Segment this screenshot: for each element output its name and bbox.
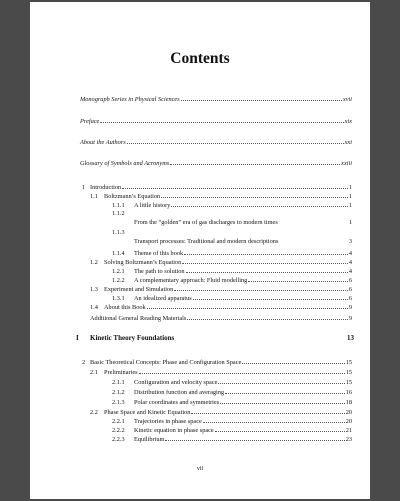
- dot-leader: [187, 312, 347, 320]
- toc-entry-number: 2.2.1: [112, 418, 125, 425]
- toc-entry-text: Introduction: [90, 184, 122, 191]
- page-title: Contents: [170, 50, 230, 67]
- dot-leader: [184, 247, 348, 255]
- toc-entry-text: Distribution function and averaging: [134, 389, 225, 396]
- toc-entry-text: Glossary of Symbols and Acronyms: [80, 160, 170, 167]
- toc-entry-text: Kinetic equation in phase space: [134, 427, 214, 434]
- toc-additional-reading[interactable]: [90, 312, 352, 323]
- toc-entry-page: 21: [345, 427, 352, 434]
- toc-entry-text: A little history: [134, 202, 171, 209]
- toc-entry-page: 15: [345, 359, 352, 366]
- toc-entry-page: 20: [345, 409, 352, 416]
- toc-entry-number: 1.1: [90, 193, 98, 200]
- toc-entry-text: The path to solution: [134, 268, 185, 275]
- toc-subsection-1-1-2[interactable]: [112, 210, 352, 227]
- dot-leader: [100, 115, 343, 123]
- toc-entry-page: 6: [348, 277, 352, 284]
- dot-leader: [191, 406, 344, 414]
- toc-entry-page: 6: [348, 295, 352, 302]
- dot-leader: [193, 292, 348, 300]
- toc-page: [30, 2, 370, 499]
- toc-entry-text: A complementary approach: Fluid modelling: [134, 277, 248, 284]
- toc-entry-text: Transport processes: Traditional and modern descriptions: [134, 238, 279, 245]
- dot-leader: [174, 283, 348, 291]
- dot-leader: [161, 190, 348, 198]
- toc-entry-page: 13: [347, 334, 354, 342]
- dot-leader: [175, 333, 346, 340]
- dot-leader: [186, 265, 348, 273]
- page-number-footer: vii: [196, 466, 204, 472]
- toc-entry-text: Solving Boltzmann’s Equation: [104, 259, 182, 266]
- toc-entry-number: 1.4: [90, 304, 98, 311]
- toc-entry-page: 20: [345, 418, 352, 425]
- toc-entry-number: 2.2: [90, 409, 98, 416]
- toc-entry-page: 3: [348, 238, 352, 245]
- toc-entry-number: 2.1: [90, 369, 98, 376]
- toc-entry-number: 1.1.3: [112, 229, 125, 236]
- toc-entry-text: Kinetic Theory Foundations: [90, 334, 175, 342]
- toc-entry-page: 9: [348, 315, 352, 322]
- toc-entry-text: Experiment and Simulation: [104, 286, 174, 293]
- toc-entry-page: 15: [345, 369, 352, 376]
- toc-entry-page: 6: [348, 286, 352, 293]
- toc-entry-number: 1.1.1: [112, 202, 125, 209]
- toc-entry-text: About this Book: [104, 304, 146, 311]
- dot-leader: [242, 356, 344, 364]
- dot-leader: [182, 256, 348, 264]
- dot-leader: [170, 157, 340, 165]
- toc-entry-page: 1: [348, 219, 352, 226]
- toc-entry-page: 18: [345, 399, 352, 406]
- dot-leader: [218, 376, 344, 384]
- toc-entry-number: 2.2.2: [112, 427, 125, 434]
- toc-entry-page: 23: [345, 436, 352, 443]
- toc-entry-page: 9: [348, 304, 352, 311]
- toc-entry-page: 4: [348, 268, 352, 275]
- toc-entry-text: Trajectories in phase space: [134, 418, 202, 425]
- toc-subsection-1-1-1[interactable]: [112, 199, 352, 210]
- toc-front-matter-glossary[interactable]: [80, 157, 352, 168]
- toc-entry-text: Monograph Series in Physical Sciences: [80, 96, 180, 103]
- dot-leader: [181, 93, 342, 101]
- toc-entry-number: 1.3: [90, 286, 98, 293]
- toc-entry-page: xix: [344, 118, 352, 125]
- toc-entry-number: 2: [82, 359, 86, 366]
- dot-leader: [220, 396, 345, 404]
- toc-front-matter-preface[interactable]: [80, 115, 352, 126]
- toc-entry-page: xxiii: [341, 160, 352, 167]
- toc-front-matter-authors[interactable]: [80, 136, 352, 147]
- dot-leader: [225, 386, 345, 394]
- dot-leader: [139, 366, 345, 374]
- dot-leader: [165, 433, 344, 441]
- toc-entry-page: 4: [348, 259, 352, 266]
- toc-entry-number: 1.3.1: [112, 295, 125, 302]
- toc-entry-page: xvii: [342, 96, 352, 103]
- toc-entry-text: Preface: [80, 118, 100, 125]
- toc-entry-page: 15: [345, 379, 352, 386]
- toc-entry-number: 1.2: [90, 259, 98, 266]
- toc-entry-page: 1: [348, 184, 352, 191]
- toc-entry-page: 16: [345, 389, 352, 396]
- dot-leader: [122, 181, 348, 189]
- toc-entry-text: Equilibrium: [134, 436, 165, 443]
- toc-entry-number: 2.1.2: [112, 389, 125, 396]
- toc-subsection-1-1-3[interactable]: [112, 229, 352, 246]
- toc-entry-number: 2.1.1: [112, 379, 125, 386]
- toc-entry-text: An idealized apparatus: [134, 295, 192, 302]
- toc-entry-number: I: [76, 334, 79, 342]
- dot-leader: [203, 415, 345, 423]
- toc-entry-number: 1.2.1: [112, 268, 125, 275]
- toc-part-1[interactable]: [76, 333, 354, 344]
- toc-entry-number: 2.1.3: [112, 399, 125, 406]
- toc-entry-page: xxi: [344, 139, 352, 146]
- toc-entry-number: 1: [82, 184, 86, 191]
- dot-leader: [171, 199, 347, 207]
- toc-entry-text: Boltzmann’s Equation: [104, 193, 161, 200]
- toc-entry-page: 1: [348, 202, 352, 209]
- toc-entry-number: 1.1.4: [112, 250, 125, 257]
- dot-leader: [147, 301, 348, 309]
- toc-entry-number: 1.1.2: [112, 210, 125, 217]
- dot-leader: [248, 274, 348, 282]
- toc-entry-text: About the Authors: [80, 139, 126, 146]
- toc-entry-text: Polar coordinates and symmetries: [134, 399, 220, 406]
- dot-leader: [127, 136, 344, 144]
- toc-entry-number: 2.2.3: [112, 436, 125, 443]
- toc-entry-text: Configuration and velocity space: [134, 379, 218, 386]
- dot-leader: [215, 424, 345, 432]
- toc-front-matter-series[interactable]: [80, 93, 352, 104]
- toc-entry-text: Phase Space and Kinetic Equation: [104, 409, 191, 416]
- toc-entry-number: 1.2.2: [112, 277, 125, 284]
- toc-subsection-2-2-3[interactable]: [112, 433, 352, 444]
- toc-entry-text: Additional General Reading Materials: [90, 315, 187, 322]
- toc-entry-page: 4: [348, 250, 352, 257]
- toc-section-1-4[interactable]: [90, 301, 352, 312]
- toc-entry-text: Basic Theoretical Concepts: Phase and Configuration Space: [90, 359, 242, 366]
- toc-entry-text: Theme of this book: [134, 250, 184, 257]
- toc-entry-text: Preliminaries: [104, 369, 138, 376]
- toc-entry-page: 1: [348, 193, 352, 200]
- toc-entry-text: From the “golden” era of gas discharges to modern times: [134, 219, 278, 226]
